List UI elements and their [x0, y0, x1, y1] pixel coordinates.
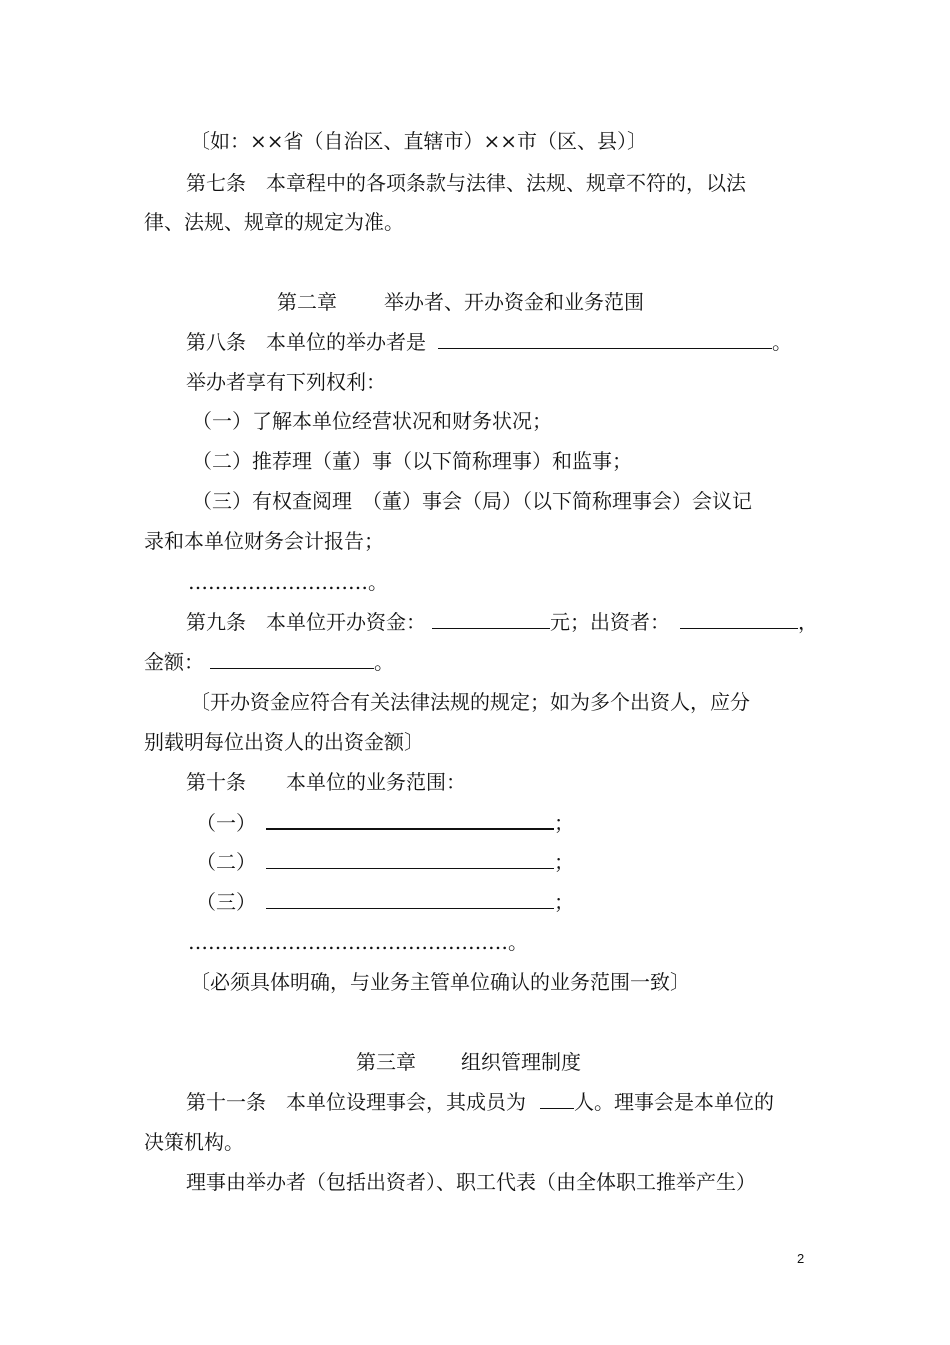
- investor-blank: [680, 610, 798, 629]
- period: 。: [772, 330, 792, 354]
- scope-item-label: （一）: [196, 811, 256, 835]
- chapter-2-number: 第二章: [277, 290, 337, 314]
- article-8-line: [186, 330, 792, 354]
- semicolon: ；: [554, 811, 574, 835]
- period: 。: [374, 650, 394, 674]
- text-line: 录和本单位财务会计报告；: [144, 529, 384, 553]
- capital-amount-blank: [432, 610, 550, 629]
- amount-label: 金额：: [144, 650, 204, 674]
- chapter-3-title: 组织管理制度: [461, 1050, 581, 1074]
- amount-blank: [210, 650, 374, 669]
- text-line: 律、法规、规章的规定为准。: [144, 210, 404, 234]
- note-line: 〔开办资金应符合有关法律法规的规定；如为多个出资人，应分: [190, 690, 750, 714]
- scope-blank: [266, 850, 554, 869]
- amount-line: [144, 650, 394, 674]
- sponsor-blank: [438, 330, 772, 349]
- article-7-line: 第七条 本章程中的各项条款与法律、法规、规章不符的，以法: [186, 171, 746, 195]
- yuan-label: 元；出资者：: [550, 610, 670, 634]
- article-9-line: [186, 610, 818, 634]
- semicolon: ；: [554, 850, 574, 874]
- article-10-line: 第十条 本单位的业务范围：: [186, 770, 466, 794]
- article-11-line: [186, 1090, 774, 1114]
- comma: ，: [798, 610, 818, 634]
- member-count-blank: [540, 1090, 574, 1109]
- chapter-3-number: 第三章: [356, 1050, 416, 1074]
- note-line: 别载明每位出资人的出资金额〕: [144, 730, 424, 754]
- text-line: 〔如：××省（自治区、直辖市）××市（区、县）〕: [190, 129, 648, 153]
- list-item: （二）推荐理（董）事（以下简称理事）和监事；: [192, 449, 632, 473]
- text-line: 举办者享有下列权利：: [186, 370, 386, 394]
- chapter-2-title: 举办者、开办资金和业务范围: [384, 290, 644, 314]
- scope-item-1: [196, 810, 574, 835]
- article-9-text: 第九条 本单位开办资金：: [186, 610, 426, 634]
- scope-item-3: [196, 890, 574, 914]
- scope-blank: [266, 890, 554, 909]
- scope-blank: [266, 810, 554, 830]
- page-number: 2: [797, 1251, 805, 1266]
- semicolon: ；: [554, 890, 574, 914]
- list-item: （三）有权查阅理 （董）事会（局）（以下简称理事会）会议记: [192, 489, 752, 513]
- article-11-text: 第十一条 本单位设理事会，其成员为: [186, 1090, 526, 1114]
- text-line: 决策机构。: [144, 1130, 244, 1154]
- ellipsis-line: ………………………。: [188, 570, 388, 594]
- article-8-text: 第八条 本单位的举办者是: [186, 330, 426, 354]
- article-11-text-cont: 人。理事会是本单位的: [574, 1090, 774, 1114]
- ellipsis-line: …………………………………………。: [188, 930, 528, 954]
- text-line: 理事由举办者（包括出资者）、职工代表（由全体职工推举产生）: [186, 1170, 756, 1194]
- scope-item-label: （三）: [196, 890, 256, 914]
- list-item: （一）了解本单位经营状况和财务状况；: [192, 409, 552, 433]
- note-line: 〔必须具体明确，与业务主管单位确认的业务范围一致〕: [190, 970, 690, 994]
- scope-item-label: （二）: [196, 850, 256, 874]
- scope-item-2: [196, 850, 574, 874]
